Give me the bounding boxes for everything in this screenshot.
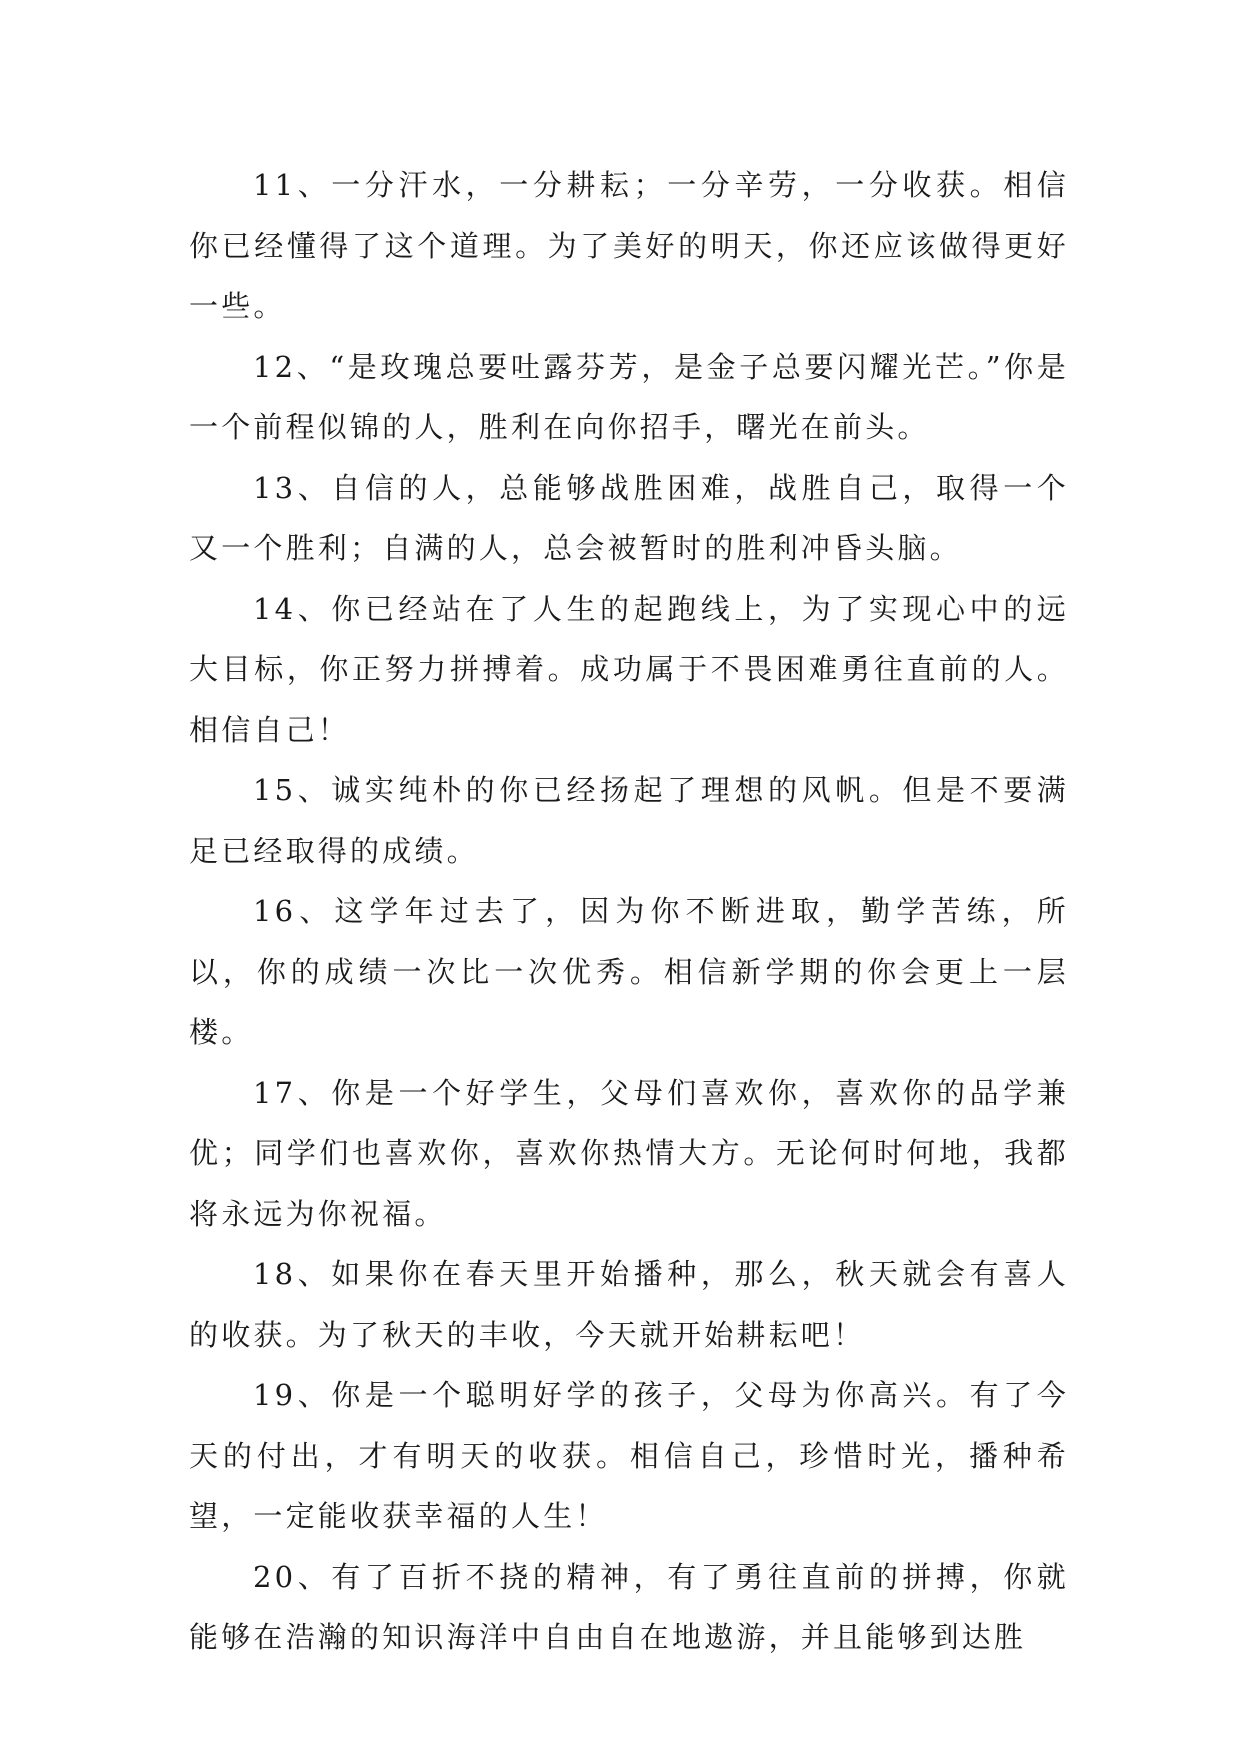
paragraph-17: 17、你是一个好学生，父母们喜欢你，喜欢你的品学兼优；同学们也喜欢你，喜欢你热情大方。无论何时何地，我都将永远为你祝福。 <box>189 1075 1069 1231</box>
paragraph-15: 15、诚实纯朴的你已经扬起了理想的风帆。但是不要满足已经取得的成绩。 <box>189 773 1069 868</box>
paragraph-14: 14、你已经站在了人生的起跑线上，为了实现心中的远大目标，你正努力拼搏着。成功属于不畏困难勇往直前的人。相信自己！ <box>189 591 1069 747</box>
paragraph-12: 12、“是玫瑰总要吐露芬芳，是金子总要闪耀光芒。”你是一个前程似锦的人，胜利在向你招手，曙光在前头。 <box>189 349 1069 444</box>
paragraph-18: 18、如果你在春天里开始播种，那么，秋天就会有喜人的收获。为了秋天的丰收，今天就开始耕耘吧！ <box>189 1257 1069 1352</box>
paragraph-16: 16、这学年过去了，因为你不断进取，勤学苦练，所以，你的成绩一次比一次优秀。相信新学期的你会更上一层楼。 <box>189 894 1069 1049</box>
paragraph-11: 11、一分汗水，一分耕耘；一分辛劳，一分收获。相信你已经懂得了这个道理。为了美好的明天，你还应该做得更好一些。 <box>189 168 1069 323</box>
document-page <box>189 155 1069 1668</box>
paragraph-19: 19、你是一个聪明好学的孩子，父母为你高兴。有了今天的付出，才有明天的收获。相信自己，珍惜时光，播种希望，一定能收获幸福的人生！ <box>189 1378 1069 1533</box>
paragraph-13: 13、自信的人，总能够战胜困难，战胜自己，取得一个又一个胜利；自满的人，总会被暂时的胜利冲昏头脑。 <box>189 470 1069 565</box>
paragraph-20: 20、有了百折不挠的精神，有了勇往直前的拼搏，你就能够在浩瀚的知识海洋中自由自在地遨游，并且能够到达胜 <box>189 1559 1069 1654</box>
